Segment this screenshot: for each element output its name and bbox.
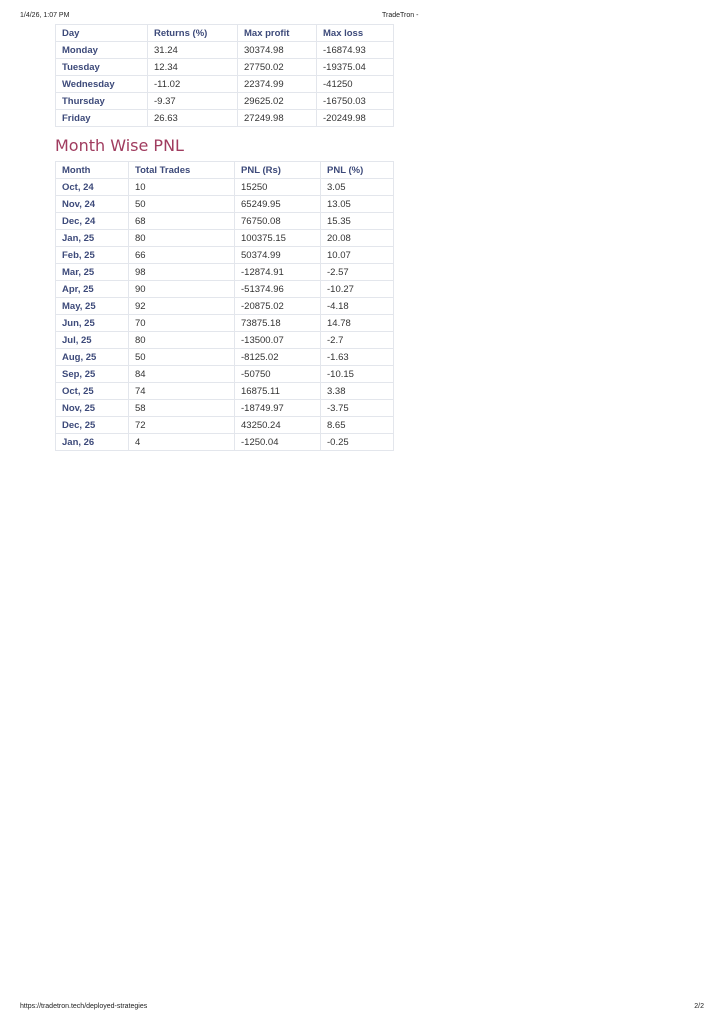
table-row	[56, 281, 394, 298]
month-wise-pnl-title: Month Wise PNL	[55, 136, 184, 155]
col-header-pnl-pct: PNL (%)	[321, 162, 394, 179]
table-row	[56, 417, 394, 434]
col-header-total-trades: Total Trades	[129, 162, 235, 179]
table-cell: -51374.96	[235, 281, 321, 298]
table-row	[56, 400, 394, 417]
table-row	[56, 213, 394, 230]
table-cell: Jun, 25	[56, 315, 129, 332]
table-cell: 73875.18	[235, 315, 321, 332]
table-cell: 50	[129, 196, 235, 213]
header-row	[56, 162, 394, 179]
table-row	[56, 59, 394, 76]
table-cell: 27750.02	[238, 59, 317, 76]
day-table-body	[56, 42, 394, 127]
table-row	[56, 349, 394, 366]
table-row	[56, 230, 394, 247]
table-cell: 76750.08	[235, 213, 321, 230]
table-cell: -3.75	[321, 400, 394, 417]
table-row	[56, 110, 394, 127]
table-cell: Monday	[56, 42, 148, 59]
table-cell: 84	[129, 366, 235, 383]
table-cell: Mar, 25	[56, 264, 129, 281]
table-cell: 10.07	[321, 247, 394, 264]
col-header-returns: Returns (%)	[148, 25, 238, 42]
table-cell: Friday	[56, 110, 148, 127]
table-cell: Sep, 25	[56, 366, 129, 383]
table-cell: 50374.99	[235, 247, 321, 264]
table-cell: 4	[129, 434, 235, 451]
month-table-body	[56, 179, 394, 451]
col-header-month: Month	[56, 162, 129, 179]
table-row	[56, 366, 394, 383]
table-cell: 29625.02	[238, 93, 317, 110]
header-row	[56, 25, 394, 42]
table-cell: Nov, 25	[56, 400, 129, 417]
month-wise-pnl-table	[55, 161, 394, 451]
table-cell: -2.7	[321, 332, 394, 349]
table-row	[56, 247, 394, 264]
table-cell: Jan, 25	[56, 230, 129, 247]
print-datetime: 1/4/26, 1:07 PM	[20, 12, 70, 19]
month-table-header	[56, 162, 394, 179]
table-cell: Thursday	[56, 93, 148, 110]
table-cell: -20875.02	[235, 298, 321, 315]
table-cell: -4.18	[321, 298, 394, 315]
table-row	[56, 264, 394, 281]
table-cell: 72	[129, 417, 235, 434]
table-cell: Dec, 25	[56, 417, 129, 434]
col-header-max-loss: Max loss	[317, 25, 394, 42]
table-cell: -10.15	[321, 366, 394, 383]
table-cell: Nov, 24	[56, 196, 129, 213]
print-url: https://tradetron.tech/deployed-strategies	[20, 1003, 148, 1010]
table-cell: 80	[129, 332, 235, 349]
table-cell: 30374.98	[238, 42, 317, 59]
table-cell: Feb, 25	[56, 247, 129, 264]
table-cell: 12.34	[148, 59, 238, 76]
table-cell: -2.57	[321, 264, 394, 281]
table-cell: Wednesday	[56, 76, 148, 93]
table-cell: -20249.98	[317, 110, 394, 127]
table-cell: -18749.97	[235, 400, 321, 417]
print-page-number: 2/2	[694, 1003, 704, 1010]
table-row	[56, 315, 394, 332]
table-cell: 74	[129, 383, 235, 400]
table-cell: -13500.07	[235, 332, 321, 349]
table-cell: 20.08	[321, 230, 394, 247]
table-cell: Jan, 26	[56, 434, 129, 451]
table-cell: 26.63	[148, 110, 238, 127]
col-header-day: Day	[56, 25, 148, 42]
table-cell: 13.05	[321, 196, 394, 213]
table-cell: 22374.99	[238, 76, 317, 93]
table-cell: Tuesday	[56, 59, 148, 76]
table-cell: -11.02	[148, 76, 238, 93]
table-cell: -1.63	[321, 349, 394, 366]
table-cell: 90	[129, 281, 235, 298]
table-cell: Oct, 24	[56, 179, 129, 196]
table-cell: 58	[129, 400, 235, 417]
table-cell: 43250.24	[235, 417, 321, 434]
table-cell: 100375.15	[235, 230, 321, 247]
table-cell: 3.38	[321, 383, 394, 400]
table-cell: 92	[129, 298, 235, 315]
table-cell: -8125.02	[235, 349, 321, 366]
table-cell: Aug, 25	[56, 349, 129, 366]
table-row	[56, 42, 394, 59]
table-cell: Jul, 25	[56, 332, 129, 349]
table-row	[56, 332, 394, 349]
col-header-pnl-rs: PNL (Rs)	[235, 162, 321, 179]
table-cell: 80	[129, 230, 235, 247]
table-row	[56, 179, 394, 196]
table-cell: -10.27	[321, 281, 394, 298]
print-page-title: TradeTron -	[382, 12, 419, 19]
col-header-max-profit: Max profit	[238, 25, 317, 42]
table-cell: 31.24	[148, 42, 238, 59]
table-cell: 16875.11	[235, 383, 321, 400]
table-cell: 50	[129, 349, 235, 366]
table-cell: 66	[129, 247, 235, 264]
table-cell: 15250	[235, 179, 321, 196]
table-cell: -9.37	[148, 93, 238, 110]
table-cell: 14.78	[321, 315, 394, 332]
table-cell: -19375.04	[317, 59, 394, 76]
table-cell: -50750	[235, 366, 321, 383]
table-cell: Dec, 24	[56, 213, 129, 230]
table-cell: 68	[129, 213, 235, 230]
table-row	[56, 76, 394, 93]
table-cell: -16750.03	[317, 93, 394, 110]
table-row	[56, 434, 394, 451]
table-cell: -12874.91	[235, 264, 321, 281]
table-cell: 8.65	[321, 417, 394, 434]
table-row	[56, 383, 394, 400]
table-cell: -1250.04	[235, 434, 321, 451]
table-row	[56, 298, 394, 315]
table-cell: 10	[129, 179, 235, 196]
table-cell: -0.25	[321, 434, 394, 451]
table-cell: May, 25	[56, 298, 129, 315]
table-cell: 15.35	[321, 213, 394, 230]
table-cell: Oct, 25	[56, 383, 129, 400]
day-wise-table	[55, 24, 394, 127]
table-cell: 98	[129, 264, 235, 281]
table-cell: 70	[129, 315, 235, 332]
table-cell: 65249.95	[235, 196, 321, 213]
table-cell: -41250	[317, 76, 394, 93]
table-cell: Apr, 25	[56, 281, 129, 298]
day-table-header	[56, 25, 394, 42]
table-cell: -16874.93	[317, 42, 394, 59]
table-cell: 27249.98	[238, 110, 317, 127]
table-cell: 3.05	[321, 179, 394, 196]
table-row	[56, 196, 394, 213]
table-row	[56, 93, 394, 110]
